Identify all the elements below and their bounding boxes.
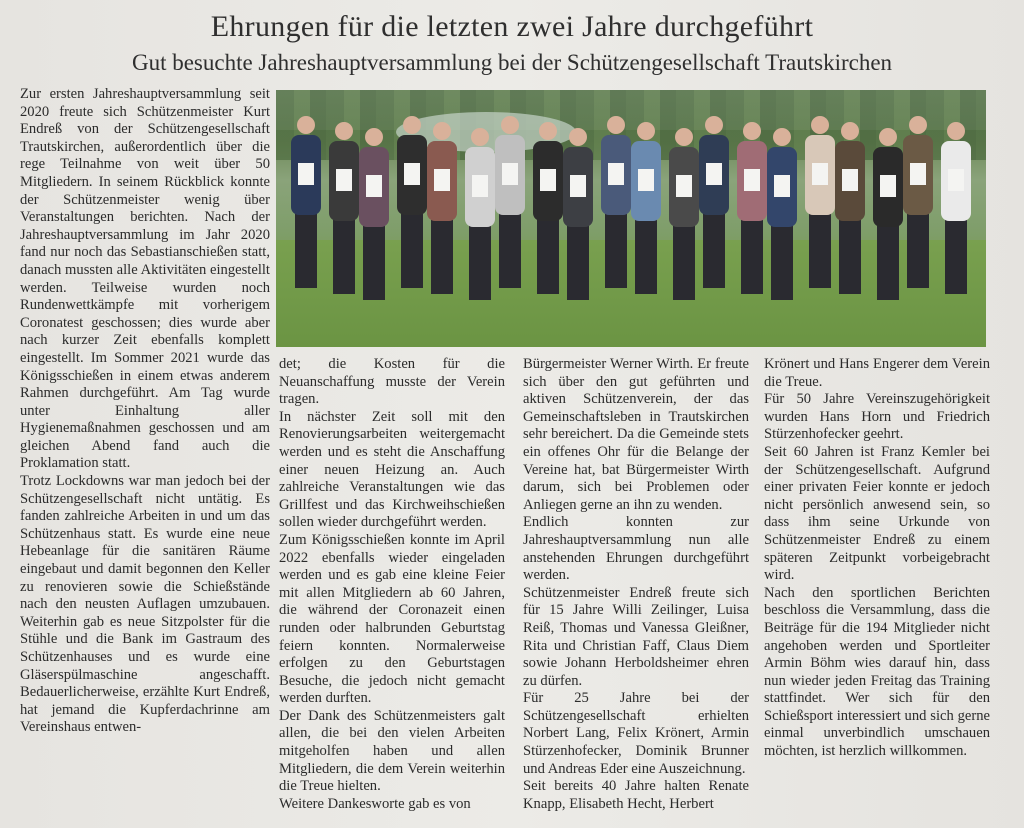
paragraph: Schützenmeister Endreß freute sich für 15 Jahre Willi Zeilinger, Luisa Reiß, Thomas und Vanessa Gleißner, Rita und Christian Faff, Claus Diem sowie Johann Herboldsheimer ehren zu dürfen. [523, 584, 749, 689]
paragraph: Endlich konnten zur Jahreshauptversammlung nun alle anstehenden Ehrungen durchgeführt werden. [523, 514, 749, 584]
text-column-3 [523, 356, 749, 826]
article-headline: Ehrungen für die letzten zwei Jahre durchgeführt [210, 10, 814, 43]
text-column-4 [764, 356, 990, 826]
paragraph: Seit 60 Jahren ist Franz Kemler bei der Schützengesellschaft. Aufgrund einer privaten Feier konnte er jedoch nicht persönlich anwesend sein, so dass ihm seine Urkunde von Schützenmeister Endreß zu einem späteren Zeitpunkt vorbeigebracht wird. [764, 443, 990, 584]
person-figure [805, 116, 835, 288]
paragraph: Zum Königsschießen konnte im April 2022 ebenfalls wieder eingeladen werden und es gab eine kleine Feier mit allen Mitgliedern ab 60 Jahren, die während der Coronazeit einen runden oder halbrunden Geburtstag feiern konnten. Normalerweise erfolgen zu den Geburtstagen Besuche, die jedoch nicht gemacht werden durften. [279, 531, 505, 707]
group-photo [276, 90, 986, 347]
paragraph: Krönert und Hans Engerer dem Verein die Treue. [764, 356, 990, 390]
paragraph: Weitere Dankesworte gab es von [279, 795, 471, 812]
person-figure [941, 122, 971, 294]
paragraph: In nächster Zeit soll mit den Renovierungsarbeiten weitergemacht werden und es steht die Anschaffung einer neuen Heizung an. Auch zahlreiche Veranstaltungen wie das Grillfest und das Kirchweihschießen sollen wieder durchgeführt werden. [279, 408, 505, 531]
text-column-1 [20, 86, 270, 826]
paragraph: Für 25 Jahre bei der Schützengesellschaft erhielten Norbert Lang, Felix Krönert, Armin Stürzenhofecker, Dominik Brunner und Andreas Eder eine Auszeichnung. [523, 690, 749, 777]
person-figure [669, 128, 699, 300]
article-subheadline: Gut besuchte Jahreshauptversammlung bei der Schützengesellschaft Trautskirchen [131, 50, 893, 75]
paragraph: Zur ersten Jahreshauptversammlung seit 2020 freute sich Schützenmeister Kurt Endreß von der Schützengesellschaft Trautskirchen, außerordentlich über die rege Teilnahme von weit über 50 Mitgliedern. In seinem Rückblick konnte der Schützenmeister wenig über Veranstaltungen berichten. Nach der Jahreshauptversammlung im Jahr 2020 fand nur noch das Sebastianschießen statt, danach mussten alle Aktivitäten eingestellt werden. Teilweise wurden noch Rundenwettkämpfe mit vorherigem Coronatest geschossen; dies wurde aber nach kurzer Zeit ebenfalls komplett eingestellt. Im Sommer 2021 wurde das Königsschießen in einem etwas anderem Rahmen durchgeführt. Am Tag wurde unter Einhaltung aller Hygienemaßnahmen geschossen und am gleichen Abend fand auch die Proklamation statt. [20, 86, 270, 472]
person-figure [291, 116, 321, 288]
paragraph: Der Dank des Schützenmeisters galt allen, die bei den vielen Arbeiten mitgeholfen haben und allen Mitgliedern, die dem Verein weiterhin die Treue hielten. [279, 707, 505, 795]
paragraph: Für 50 Jahre Vereinszugehörigkeit wurden Hans Horn und Friedrich Stürzenhofecker geehrt. [764, 391, 990, 443]
person-figure [359, 128, 389, 300]
paragraph: det; die Kosten für die Neuanschaffung musste der Verein tragen. [279, 356, 505, 408]
person-figure [495, 116, 525, 288]
person-figure [397, 116, 427, 288]
person-figure [533, 122, 563, 294]
person-figure [767, 128, 797, 300]
person-figure [631, 122, 661, 294]
paragraph: Nach den sportlichen Berichten beschloss die Versammlung, dass die Beiträge für die 194 Mitglieder nicht angehoben werden und Sportleiter Armin Böhm wies darauf hin, dass nun wieder jeden Freitag das Training stattfindet. Wer sich für den Schießsport interessiert und sich gerne einmal unverbindlich umschauen möchten, ist herzlich willkommen. [764, 584, 990, 760]
person-figure [563, 128, 593, 300]
person-figure [737, 122, 767, 294]
person-figure [427, 122, 457, 294]
person-figure [465, 128, 495, 300]
paragraph: Bürgermeister Werner Wirth. Er freute sich über den gut geführten und aktiven Schützenverein, der das Gemeinschaftsleben in Trautskirchen sehr bereichert. Da die Gemeinde stets ein offenes Ohr für die Belange der Vereine hat, bat Bürgermeister Wirth darum, sich bei Problemen oder Anliegen gerne an ihn zu wenden. [523, 356, 749, 513]
person-figure [329, 122, 359, 294]
paragraph: Trotz Lockdowns war man jedoch bei der Schützengesellschaft nicht untätig. Es fanden zahlreiche Arbeiten in und um das Schützenhaus statt. Es wurde eine neue Hebeanlage für die sanitären Räume eingebaut und damit begonnen den Keller zu renovieren sowie die Schießstände nach den neusten Auflagen umzubauen. Weiterhin gab es neue Sitzpolster für die Stühle und die Bank im Gastraum des Schützenhauses und es wurde eine Gläserspülmaschine angeschafft. Bedauerlicherweise, erzählte Kurt Endreß, hat jemand die Kupferdachrinne am Vereinshaus entwen- [20, 473, 270, 736]
person-figure [699, 116, 729, 288]
person-figure [873, 128, 903, 300]
person-figure [835, 122, 865, 294]
person-figure [601, 116, 631, 288]
text-column-2 [279, 356, 505, 826]
person-figure [903, 116, 933, 288]
photo-people [276, 90, 986, 347]
paragraph: Seit bereits 40 Jahre halten Renate Knapp, Elisabeth Hecht, Herbert [523, 778, 749, 812]
